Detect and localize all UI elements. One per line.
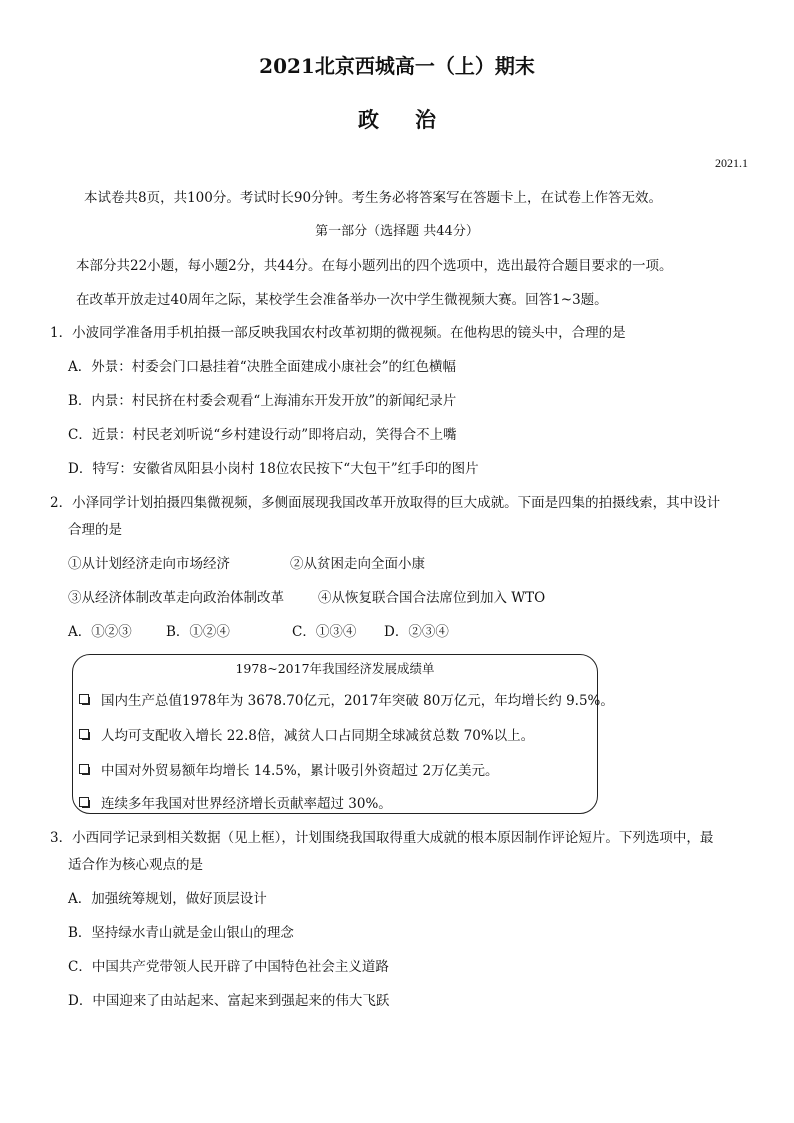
q2-item-4: ④从恢复联合国合法席位到加入 WTO (318, 590, 546, 606)
q2-option-a: A．①②③ (68, 624, 132, 640)
section-title: 第一部分（选择题 共44分） (315, 224, 479, 239)
box-title: 1978~2017年我国经济发展成绩单 (235, 661, 435, 676)
box-item: 人均可支配收入增长 22.8倍，减贫人口占同期全球减贫总数 70%以上。 (101, 728, 535, 744)
q2-item-1: ①从计划经济走向市场经济 (68, 556, 230, 572)
box-item: 中国对外贸易额年均增长 14.5%，累计吸引外资超过 2万亿美元。 (101, 763, 499, 779)
q2-item-2: ②从贫困走向全面小康 (290, 556, 425, 572)
question-context: 在改革开放走过40周年之际，某校学生会准备举办一次中学生微视频大赛。回答1~3题。 (76, 292, 608, 308)
box-item: 连续多年我国对世界经济增长贡献率超过 30%。 (101, 796, 392, 812)
checkbox-icon (79, 694, 89, 704)
exam-date: 2021.1 (715, 156, 748, 170)
instructions: 本试卷共8页，共100分。考试时长90分钟。考生务必将答案写在答题卡上，在试卷上作答无效。 (84, 190, 663, 206)
exam-title: 2021北京西城高一（上）期末 (259, 54, 535, 78)
economic-data-box (72, 654, 614, 814)
q3-option-d: D．中国迎来了由站起来、富起来到强起来的伟大飞跃 (68, 993, 390, 1009)
q3-option-c: C．中国共产党带领人民开辟了中国特色社会主义道路 (68, 959, 389, 975)
q1-stem: 1．小波同学准备用手机拍摄一部反映我国农村改革初期的微视频。在他构思的镜头中，合理的是 (50, 325, 626, 341)
q2-stem: 2．小泽同学计划拍摄四集微视频，多侧面展现我国改革开放取得的巨大成就。下面是四集的拍摄线索，其中设计 (50, 495, 721, 511)
checkbox-icon (79, 729, 89, 739)
q2-option-c: C．①③④ (292, 624, 357, 640)
q3-option-b: B．坚持绿水青山就是金山银山的理念 (68, 925, 294, 941)
section-note: 本部分共22小题，每小题2分，共44分。在每小题列出的四个选项中，选出最符合题目要求的一项。 (76, 258, 673, 274)
q1-option-c: C．近景：村民老刘听说“乡村建设行动”即将启动，笑得合不上嘴 (68, 427, 457, 443)
q3-option-a: A．加强统筹规划，做好顶层设计 (68, 891, 267, 907)
q1-option-a: A．外景：村委会门口悬挂着“决胜全面建成小康社会”的红色横幅 (68, 359, 457, 375)
q3-stem-cont: 适合作为核心观点的是 (68, 857, 203, 873)
q2-stem-cont: 合理的是 (68, 522, 122, 538)
q3-stem: 3．小西同学记录到相关数据（见上框），计划围绕我国取得重大成就的根本原因制作评论短片。下列选项中，最 (50, 830, 714, 846)
box-item: 国内生产总值1978年为 3678.70亿元，2017年突破 80万亿元，年均增长约 9.5%。 (101, 693, 614, 709)
checkbox-icon (79, 764, 89, 774)
subject-title: 政治 (358, 107, 472, 132)
q1-option-b: B．内景：村民挤在村委会观看“上海浦东开发开放”的新闻纪录片 (68, 393, 457, 409)
checkbox-icon (79, 797, 89, 807)
q2-item-3: ③从经济体制改革走向政治体制改革 (68, 590, 284, 606)
q1-option-d: D．特写：安徽省凤阳县小岗村 18位农民按下“大包干”红手印的图片 (68, 461, 479, 477)
q2-option-d: D．②③④ (384, 624, 449, 640)
q2-option-b: B．①②④ (166, 624, 230, 640)
